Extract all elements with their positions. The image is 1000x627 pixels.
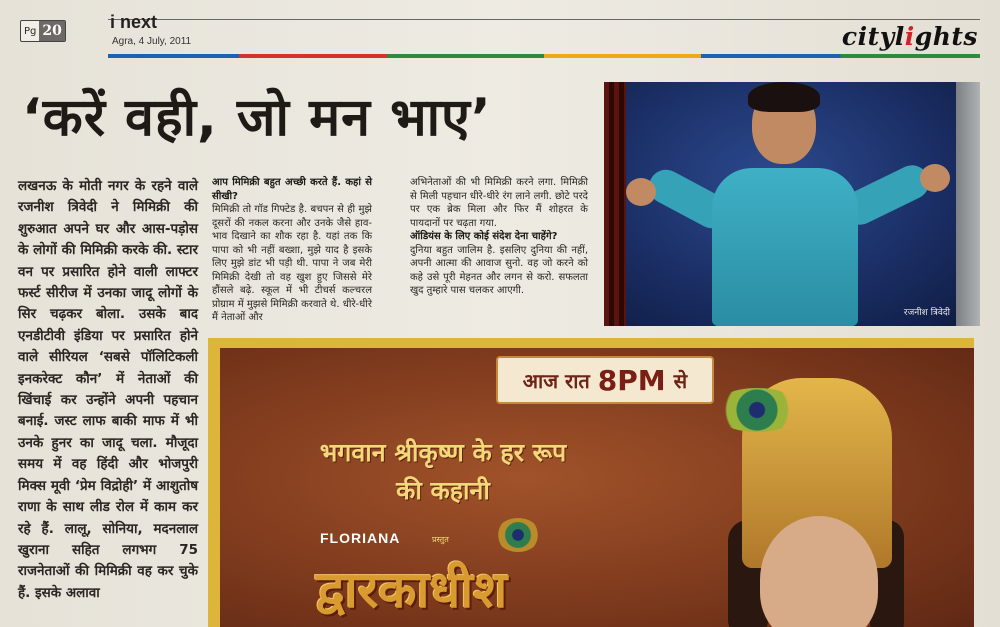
interviewee-photo: [604, 82, 980, 326]
figure-shirt: [712, 168, 858, 326]
tv-show-advertisement: [208, 338, 974, 627]
show-title: द्वारकाधीश: [316, 560, 508, 619]
sponsor-presents: प्रस्तुत: [432, 535, 449, 544]
intro-text: लखनऊ के मोती नगर के रहने वाले रजनीश त्रिवेदी ने मिमिक्री की शुरुआत अपने घर और आस-पड़ोस के लोगों की मिमिक्री करके की. स्टार वन पर प्रसारित होने वाली लाफ्टर फर्स्ट सीरीज में उनका जादू लोगों के सिर चढ़कर बोला. उसके बाद एनडीटीवी इंडिया पर प्रसारित होने वाले सीरियल ‘सबसे पॉलिटिकली इनकरेक्ट कौन’ में नेताओं की खिंचाई कर उन्होंने अपनी पहचान बनाई. जस्ट लाफ बाकी माफ में भी उनके हुनर का जादू चला. मौजूदा समय में वह हिंदी और भोजपुरी मिक्स मूवी ‘प्रेम विद्रोही’ में आशुतोष राणा के साथ लीड रोल में काम कर रहे हैं. लालू, सोनिया, मदनलाल खुराना सहित लगभग 75 राजनेताओं की मिमिक्री वह कर चुके हैं. इसके अलावा: [18, 178, 198, 601]
figure-hand-right: [920, 164, 950, 192]
article-column-3: [410, 176, 588, 298]
answer-2: दुनिया बहुत जालिम है. इसलिए दुनिया की नहीं, अपनी आत्मा की आवाज सुनो. वह जो करने को कहे उसे पूरी मेहनत और लगन से करो. सफलता खुद तुम्हारे पास चलकर आएगी.: [410, 244, 588, 296]
page-label: Pg: [24, 25, 37, 37]
curtain-left: [604, 82, 626, 326]
color-divider: [108, 54, 980, 58]
article-column-2: [212, 176, 372, 325]
ad-showtime-banner: [496, 356, 714, 404]
ad-background: [220, 348, 974, 627]
figure-hand-left: [626, 178, 656, 206]
figure-hair: [748, 82, 820, 112]
headline: ‘करें वही, जो मन भाए’: [22, 88, 492, 148]
krishna-peacock-feather-icon: [712, 388, 802, 432]
showtime-suffix: से: [673, 368, 688, 393]
page-number-box: [20, 20, 66, 42]
question-1: आप मिमिक्री बहुत अच्छी करते हैं. कहां से सीखी?: [212, 177, 372, 202]
answer-1: मिमिक्री तो गॉड गिफ्टेड है. बचपन से ही मुझे दूसरों की नकल करना और उनके जैसे हाव-भाव दिखाने का शौक रहा है. यहां तक कि पापा को भी नहीं बख्शा, मुझे याद है इसके लिए मुझे डांट भी पड़ी थी. पापा ने जब मेरी मिमिक्री देखी तो वह खुश हुए जिससे मेरे हौंसले बढ़े. स्कूल में भी टीचर्स कल्चरल प्रोग्राम में मुझसे मिमिक्री करवाते थे. धीरे-धीरे मैं नेताओं और: [212, 204, 372, 323]
dateline: Agra, 4 July, 2011: [112, 36, 192, 47]
section-name-part1: cityl: [841, 22, 905, 51]
newspaper-name: i next: [110, 12, 158, 32]
showtime-prefix: आज रात: [522, 368, 590, 393]
sponsor-brand: FLORIANA: [320, 530, 401, 546]
header-rule: [108, 19, 980, 20]
question-2: ऑडियंस के लिए कोई संदेश देना चाहेंगे?: [410, 231, 558, 242]
showtime-value: 8PM: [597, 363, 666, 397]
ad-tagline: भगवान श्रीकृष्ण के हर रूप की कहानी: [319, 438, 567, 505]
curtain-right: [956, 82, 980, 326]
section-name-accent: i: [904, 22, 915, 51]
peacock-feather-icon: [496, 518, 540, 552]
section-name: [842, 22, 978, 51]
article-column-1: [18, 176, 198, 604]
photo-caption: रजनीश त्रिवेदी: [903, 308, 950, 318]
page-number: 20: [39, 21, 64, 41]
answer-1-continued: अभिनेताओं की भी मिमिक्री करने लगा. मिमिक्री से मिली पहचान धीरे-धीरे रंग लाने लगी. छोटे परदे पर एक ब्रेक मिला और फिर मैं शोहरत के पायदानों पर चढ़ता गया.: [410, 177, 588, 229]
section-name-part2: ghts: [914, 22, 978, 51]
